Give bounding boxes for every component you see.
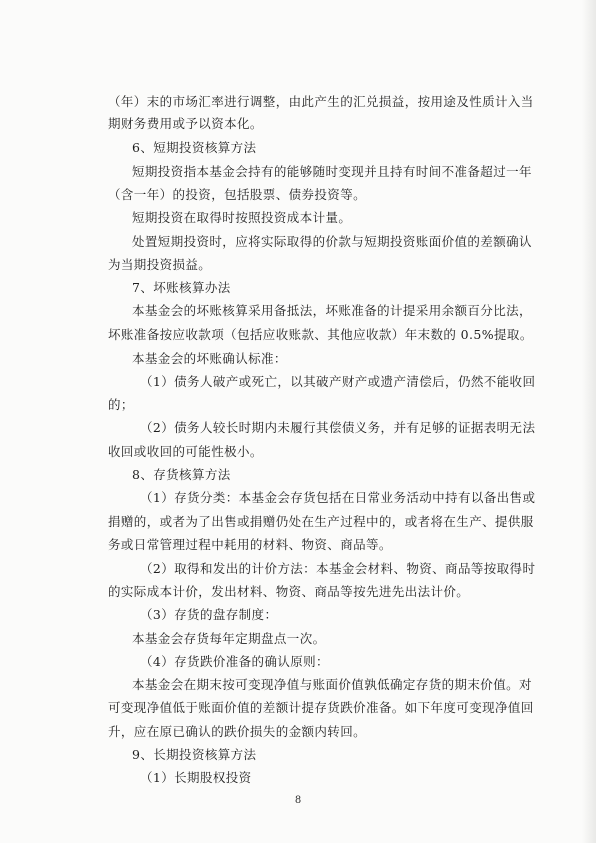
text-line: 本基金会的坏账核算采用备抵法，坏账准备的计提采用余额百分比法， <box>132 303 532 318</box>
text-line: 处置短期投资时，应将实际取得的价款与短期投资账面价值的差额确认 <box>132 234 532 249</box>
text-line: （含一年）的投资，包括股票、债券投资等。 <box>108 187 367 202</box>
section-heading: 7、坏账核算办法 <box>132 280 231 295</box>
text-line: （1）存货分类：本基金会存货包括在日常业务活动中持有以备出售或 <box>140 490 536 505</box>
text-line: （2）债务人较长时期内未履行其偿债义务，并有足够的证据表明无法 <box>140 420 536 435</box>
text-line: （1）债务人破产或死亡，以其破产财产或遗产清偿后，仍然不能收回 <box>140 374 536 389</box>
text-line: 本基金会在期末按可变现净值与账面价值孰低确定存货的期末价值。对 <box>132 677 532 692</box>
text-line: 本基金会的坏账确认标准： <box>132 351 287 366</box>
text-line: 收回或收回的可能性极小。 <box>108 444 263 459</box>
text-line: （4）存货跌价准备的确认原则： <box>140 654 329 669</box>
text-line: 捐赠的，或者为了出售或捐赠仍处在生产过程中的，或者将在生产、提供服 <box>108 514 534 529</box>
text-line: 坏账准备按应收款项（包括应收账款、其他应收款）年末数的 0.5%提取。 <box>108 327 533 342</box>
text-line: 务或日常管理过程中耗用的材料、物资、商品等。 <box>108 537 392 552</box>
text-line: 本基金会存货每年定期盘点一次。 <box>132 631 326 646</box>
section-heading: 6、短期投资核算方法 <box>132 140 257 155</box>
text-line: 的； <box>108 397 134 412</box>
text-line: 短期投资在取得时按照投资成本计量。 <box>132 210 352 225</box>
text-line: （年）末的市场汇率进行调整，由此产生的汇兑损益，按用途及性质计入当 <box>108 94 534 109</box>
text-line: 的实际成本计价，发出材料、物资、商品等按先进先出法计价。 <box>108 584 470 599</box>
page-number: 8 <box>294 795 302 806</box>
text-line: 升，应在原已确认的跌价损失的金额内转回。 <box>108 724 367 739</box>
page-edge-shadow <box>582 0 596 843</box>
text-line: 期财务费用或予以资本化。 <box>108 116 263 131</box>
text-line: 可变现净值低于账面价值的差额计提存货跌价准备。如下年度可变现净值回 <box>108 700 534 715</box>
section-heading: 8、存货核算方法 <box>132 467 231 482</box>
text-line: （2）取得和发出的计价方法：本基金会材料、物资、商品等按取得时 <box>140 561 536 576</box>
text-line: 短期投资指本基金会持有的能够随时变现并且持有时间不准备超过一年 <box>132 164 532 179</box>
text-line: （3）存货的盘存制度： <box>140 607 278 622</box>
text-line: （1）长期股权投资 <box>140 770 252 785</box>
text-line: 为当期投资损益。 <box>108 257 212 272</box>
section-heading: 9、长期投资核算方法 <box>132 747 257 762</box>
